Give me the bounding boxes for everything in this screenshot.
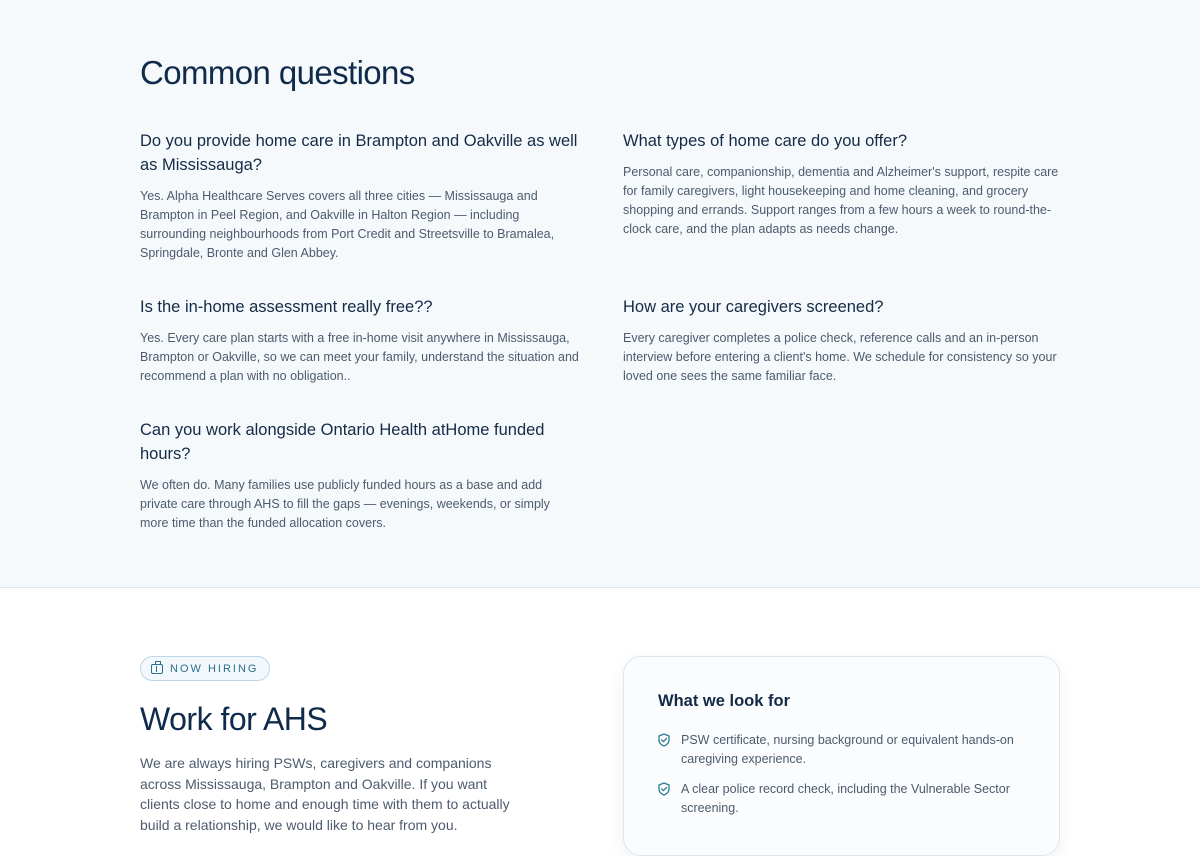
requirement-text: PSW certificate, nursing background or equivalent hands-on caregiving experience. [681,733,1014,766]
faq-question: Do you provide home care in Brampton and Oakville as well as Mississauga? [140,132,578,174]
shield-check-icon [658,733,670,747]
work-description: We are always hiring PSWs, caregivers and companions across Mississauga, Brampton and Oakville. If you want clients close to home and enough time with them to actually build a relationship, we would like to hear from you. [140,755,510,833]
briefcase-icon [151,664,163,674]
faq-item [623,129,1063,239]
faq-answer: We often do. Many families use publicly funded hours as a base and add private care through AHS to fill the gaps — evenings, weekends, or simply more time than the funded allocation covers. [140,478,550,530]
requirement-text: A clear police record check, including the Vulnerable Sector screening. [681,782,1010,815]
faq-answer: Every caregiver completes a police check, reference calls and an in-person interview before entering a client's home. We schedule for consistency so your loved one sees the same familiar face. [623,331,1057,383]
card-title: What we look for [658,692,790,710]
requirements-list [658,731,1018,829]
now-hiring-badge [140,656,270,681]
faq-answer: Personal care, companionship, dementia and Alzheimer's support, respite care for family caregivers, light housekeeping and home cleaning, and grocery shopping and errands. Support ranges from a few hours a week to round-the-clock care, and the plan adapts as needs change. [623,165,1059,236]
faq-item [140,418,580,533]
faq-question: What types of home care do you offer? [623,132,908,150]
list-item [658,780,1018,818]
faq-question: How are your caregivers screened? [623,298,884,316]
faq-question: Is the in-home assessment really free?? [140,298,433,316]
faq-item [140,295,580,386]
shield-check-icon [658,782,670,796]
faq-title: Common questions [140,54,415,91]
badge-label: NOW HIRING [170,662,259,675]
work-title: Work for AHS [140,701,328,737]
faq-answer: Yes. Every care plan starts with a free in-home visit anywhere in Mississauga, Brampton or Oakville, so we can meet your family, understand the situation and recommend a plan with no obligation.. [140,331,579,383]
list-item [658,731,1018,769]
requirements-card [623,656,1060,856]
faq-item [140,129,580,263]
faq-answer: Yes. Alpha Healthcare Serves covers all three cities — Mississauga and Brampton in Peel Region, and Oakville in Halton Region — including surrounding neighbourhoods from Port Credit and Streetsville to Bramalea, Springdale, Bronte and Glen Abbey. [140,189,555,260]
faq-question: Can you work alongside Ontario Health atHome funded hours? [140,421,545,463]
hiring-section [0,589,1200,833]
faq-item [623,295,1063,386]
